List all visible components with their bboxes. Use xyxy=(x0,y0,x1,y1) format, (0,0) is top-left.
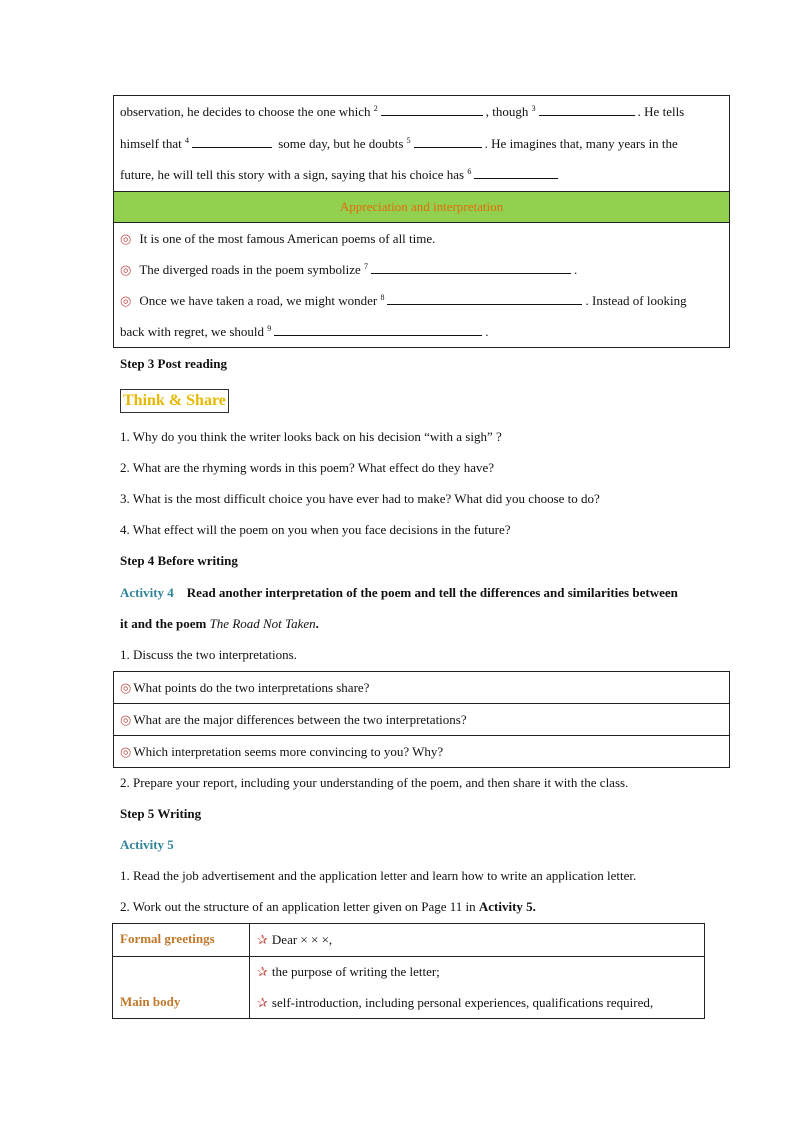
question-3: 3. What is the most difficult choice you have ever had to make? What did you choose to do? xyxy=(120,491,600,506)
activity4-text: Read another interpretation of the poem and tell the differences and similarities between xyxy=(186,585,678,600)
discussion-text: Which interpretation seems more convincing to you? Why? xyxy=(133,744,444,759)
summary-text: . He imagines that, many years in the xyxy=(484,135,678,151)
discussion-row-3 xyxy=(114,736,729,767)
activity4-text: . xyxy=(315,616,319,631)
summary-text: observation, he decides to choose the one which xyxy=(120,104,371,119)
summary-text: some day, but he doubts xyxy=(278,135,404,151)
discussion-text: What points do the two interpretations share? xyxy=(133,680,370,695)
blank-number: 9 xyxy=(267,323,272,333)
activity4-label: Activity 4 xyxy=(120,585,174,600)
blank-6[interactable] xyxy=(474,164,558,179)
appreciation-list xyxy=(114,223,729,347)
blank-number: 4 xyxy=(185,135,189,145)
blank-number: 8 xyxy=(380,292,385,302)
main-body-label: Main body xyxy=(120,994,181,1009)
blank-4[interactable] xyxy=(192,133,272,148)
discussion-row-2 xyxy=(114,704,729,736)
discussion-text: What are the major differences between the two interpretations? xyxy=(133,712,467,727)
blank-7[interactable] xyxy=(371,259,571,274)
summary-text: . He tells xyxy=(637,104,685,119)
appreciation-item-2: ◎ The diverged roads in the poem symbolize $^7$ . xyxy=(120,254,723,285)
structure-text: self-introduction, including personal experiences, qualifications required, xyxy=(271,995,654,1010)
row-divider xyxy=(113,956,704,957)
appreciation-text: . Instead of looking xyxy=(585,292,687,308)
summary-line-3 xyxy=(120,159,723,191)
circle-bullet-icon: ◎ xyxy=(120,230,132,246)
star-icon: ✰ xyxy=(257,964,268,979)
blank-number: 5 xyxy=(406,135,411,145)
step5-item-1: 1. Read the job advertisement and the application letter and learn how to write an application letter. xyxy=(120,868,637,883)
summary-text: himself that xyxy=(120,135,182,151)
step4-title: Step 4 Before writing xyxy=(120,553,238,568)
blank-number: 6 xyxy=(467,167,472,176)
blank-5[interactable] xyxy=(414,133,482,148)
activity4-line-2 xyxy=(120,614,319,634)
question-4: 4. What effect will the poem on you when you face decisions in the future? xyxy=(120,522,511,537)
letter-structure-table xyxy=(112,923,705,1019)
structure-text: the purpose of writing the letter; xyxy=(271,964,440,979)
formal-greetings-label: Formal greetings xyxy=(120,931,215,946)
discussion-table xyxy=(113,671,730,768)
circle-bullet-icon: ◎ xyxy=(120,712,132,727)
main-body-item-2 xyxy=(257,995,697,1011)
blank-number: 3 xyxy=(531,104,536,113)
question-2: 2. What are the rhyming words in this poem? What effect do they have? xyxy=(120,460,494,475)
step3-title: Step 3 Post reading xyxy=(120,356,228,371)
circle-bullet-icon: ◎ xyxy=(120,261,132,277)
appreciation-item-3 xyxy=(120,285,723,316)
summary-text: future, he will tell this story with a sign, saying that his choice has xyxy=(120,167,465,182)
question-1: 1. Why do you think the writer looks back on his decision “with a sigh” ? xyxy=(120,429,502,444)
appreciation-heading: Appreciation and interpretation xyxy=(114,191,729,223)
blank-number: 2 xyxy=(373,104,378,113)
step5-text: 2. Work out the structure of an application letter given on Page 11 in xyxy=(120,899,476,914)
structure-text: Dear × × ×, xyxy=(271,932,333,947)
appreciation-item-4: back with regret, we should $^9$ . xyxy=(120,316,723,347)
circle-bullet-icon: ◎ xyxy=(120,744,132,759)
star-icon: ✰ xyxy=(257,995,268,1010)
activity5-label: Activity 5 xyxy=(120,837,174,852)
prepare-instruction: 2. Prepare your report, including your understanding of the poem, and then share it with the class. xyxy=(120,775,629,790)
appreciation-text: Once we have taken a road, we might wonder xyxy=(139,292,378,308)
blank-2[interactable] xyxy=(381,101,483,116)
blank-9[interactable] xyxy=(274,321,482,336)
star-icon: ✰ xyxy=(257,932,268,947)
discuss-instruction: 1. Discuss the two interpretations. xyxy=(120,647,297,662)
poem-title: The Road Not Taken xyxy=(209,616,316,631)
summary-line-2 xyxy=(120,128,723,160)
appreciation-text: The diverged roads in the poem symbolize xyxy=(139,261,361,277)
appreciation-text: It is one of the most famous American poems of all time. xyxy=(139,230,436,246)
activity5-ref: Activity 5. xyxy=(478,899,536,914)
step5-item-2 xyxy=(120,897,536,917)
formal-greetings-value xyxy=(257,932,332,948)
main-body-item-1 xyxy=(257,964,440,980)
blank-8[interactable] xyxy=(387,290,582,305)
blank-number: 7 xyxy=(364,261,369,271)
summary-line-1 xyxy=(120,96,723,128)
think-share-label: Think & Share xyxy=(120,389,229,413)
step5-title: Step 5 Writing xyxy=(120,806,202,821)
appreciation-text: back with regret, we should xyxy=(120,323,265,339)
activity4-text: it and the poem xyxy=(120,616,207,631)
blank-3[interactable] xyxy=(539,101,635,116)
summary-text: , though xyxy=(485,104,529,119)
circle-bullet-icon: ◎ xyxy=(120,680,132,695)
activity4-line-1 xyxy=(120,583,678,603)
discussion-row-1 xyxy=(114,672,729,704)
summary-paragraph xyxy=(114,96,729,191)
appreciation-item-1 xyxy=(120,223,723,254)
circle-bullet-icon: ◎ xyxy=(120,292,132,308)
summary-box xyxy=(113,95,730,348)
